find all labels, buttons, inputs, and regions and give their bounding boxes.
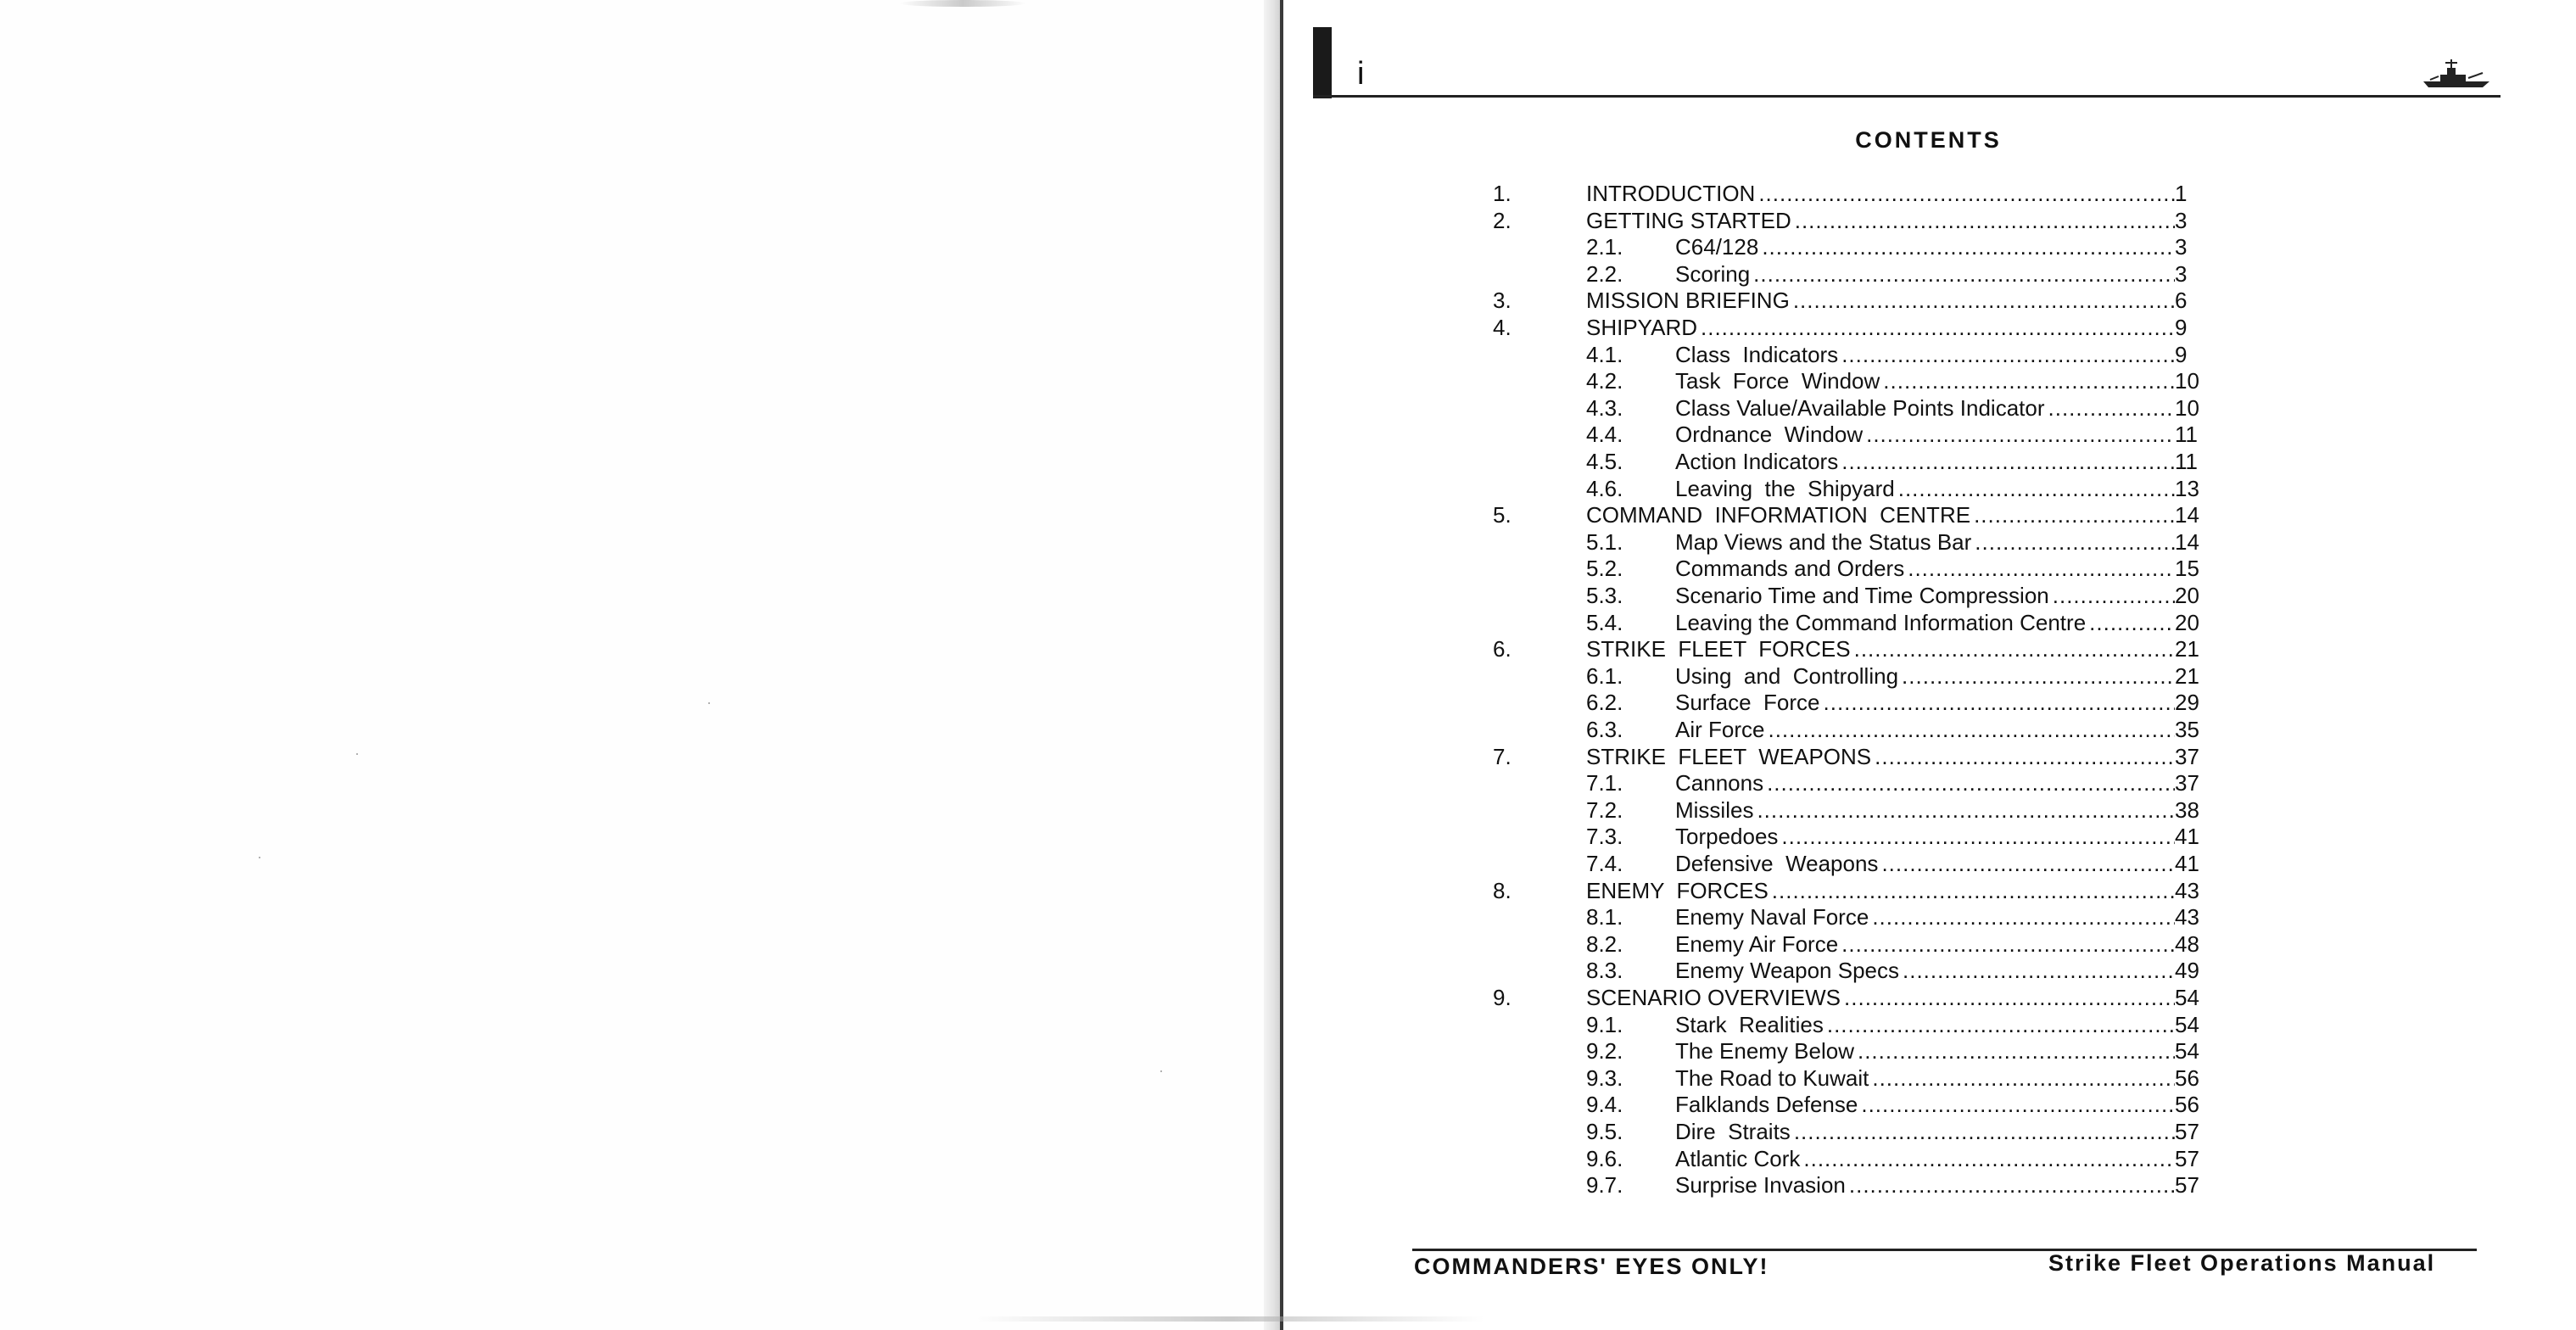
toc-title: Torpedoes (1675, 824, 1779, 850)
toc-leader-dots (1849, 1171, 2175, 1199)
toc-subentry-number: 4.1. (1586, 341, 1623, 367)
toc-leader-dots (1844, 984, 2175, 1011)
toc-subentry-number: 8.1. (1586, 904, 1623, 930)
toc-title: SCENARIO OVERVIEWS (1586, 985, 1841, 1010)
toc-title-line (1675, 957, 2175, 984)
toc-subentry (1493, 850, 2205, 877)
toc-page-number: 57 (2175, 1145, 2199, 1171)
toc-page-number: 20 (2175, 583, 2199, 608)
toc-entry-number: 6. (1493, 636, 1512, 662)
toc-leader-dots (1875, 743, 2175, 770)
toc-subentry (1493, 957, 2205, 984)
toc-title-line (1675, 609, 2175, 636)
toc-leader-dots (1753, 260, 2175, 288)
toc-title-line (1675, 716, 2175, 743)
toc-page-number: 20 (2175, 609, 2199, 635)
toc-page-number: 14 (2175, 528, 2199, 555)
toc-entry (1493, 180, 2205, 207)
toc-page-number: 38 (2175, 796, 2199, 823)
toc-title: Scoring (1675, 260, 1751, 287)
toc-leader-dots (2089, 609, 2175, 636)
toc-leader-dots (1841, 930, 2175, 958)
toc-leader-dots (1902, 662, 2175, 690)
toc-page-number: 15 (2175, 556, 2199, 582)
toc-page-number: 3 (2175, 234, 2188, 260)
toc-title-line (1675, 1145, 2175, 1172)
toc-page-number: 43 (2175, 877, 2199, 903)
toc-subentry-number: 4.3. (1586, 394, 1623, 421)
toc-title: Action Indicators (1675, 449, 1839, 474)
toc-subentry (1493, 769, 2205, 796)
toc-subentry-number: 9.1. (1586, 1011, 1623, 1037)
toc-title-line (1675, 260, 2175, 288)
toc-title-line (1586, 314, 2175, 341)
toc-title-line (1586, 635, 2175, 662)
toc-title-line (1675, 903, 2175, 930)
toc-title: Cannons (1675, 770, 1764, 796)
toc-page-number: 9 (2175, 341, 2188, 367)
toc-subentry-number: 8.2. (1586, 930, 1623, 957)
toc-title-line (1675, 1171, 2175, 1199)
toc-title: Enemy Air Force (1675, 930, 1839, 957)
toc-subentry-number: 7.1. (1586, 770, 1623, 796)
toc-leader-dots (1701, 314, 2175, 341)
page-numeral: i (1357, 56, 1365, 92)
toc-title: Atlantic Cork (1675, 1145, 1801, 1171)
toc-entry (1493, 635, 2205, 662)
toc-subentry-number: 5.2. (1586, 556, 1623, 582)
toc-subentry-number: 8.3. (1586, 958, 1623, 984)
scan-smudge (975, 1316, 1484, 1322)
toc-title-line (1586, 984, 2175, 1011)
toc-page-number: 48 (2175, 930, 2199, 957)
toc-page-number: 21 (2175, 636, 2199, 662)
toc-subentry (1493, 1118, 2205, 1145)
toc-subentry-number: 4.4. (1586, 422, 1623, 448)
toc-page-number: 37 (2175, 743, 2199, 769)
toc-title: Task Force Window (1675, 368, 1880, 394)
toc-page-number: 11 (2175, 422, 2198, 448)
warship-icon (2422, 58, 2494, 92)
toc-page-number: 10 (2175, 394, 2199, 421)
toc-subentry-number: 9.2. (1586, 1038, 1623, 1065)
toc-title-line (1586, 501, 2175, 528)
toc-title: The Enemy Below (1675, 1038, 1854, 1065)
toc-page-number: 6 (2175, 288, 2188, 314)
toc-entry (1493, 877, 2205, 904)
toc-subentry (1493, 1145, 2205, 1172)
toc-page-number: 1 (2175, 181, 2188, 206)
toc-title-line (1586, 287, 2175, 314)
toc-title-line (1675, 930, 2175, 958)
toc-title: Class Indicators (1675, 341, 1839, 367)
toc-title: STRIKE FLEET WEAPONS (1586, 743, 1872, 769)
scan-speck (259, 857, 260, 858)
toc-page-number: 41 (2175, 824, 2199, 850)
page-title: CONTENTS (1855, 127, 2002, 153)
toc-subentry-number: 9.6. (1586, 1145, 1623, 1171)
toc-leader-dots (1827, 1011, 2175, 1038)
toc-leader-dots (1872, 1065, 2175, 1092)
toc-entry (1493, 984, 2205, 1011)
toc-entry (1493, 743, 2205, 770)
toc-title: Map Views and the Status Bar (1675, 528, 1972, 555)
toc-leader-dots (1854, 635, 2175, 662)
toc-title-line (1675, 555, 2175, 582)
toc-page-number: 37 (2175, 770, 2199, 796)
toc-subentry-number: 6.2. (1586, 690, 1623, 716)
toc-title: Scenario Time and Time Compression (1675, 583, 2049, 608)
footer-left-text: COMMANDERS' EYES ONLY! (1414, 1254, 1769, 1279)
toc-title-line (1675, 1091, 2175, 1118)
toc-subentry-number: 5.4. (1586, 609, 1623, 635)
toc-subentry-number: 7.2. (1586, 796, 1623, 823)
toc-page-number: 3 (2175, 260, 2188, 287)
toc-page-number: 41 (2175, 851, 2199, 876)
toc-title-line (1675, 421, 2175, 448)
toc-subentry (1493, 823, 2205, 850)
toc-leader-dots (1898, 475, 2175, 502)
toc-subentry-number: 9.4. (1586, 1092, 1623, 1118)
toc-subentry (1493, 394, 2205, 422)
toc-title-line (1675, 367, 2175, 394)
toc-subentry-number: 4.6. (1586, 475, 1623, 501)
toc-page-number: 10 (2175, 368, 2199, 394)
toc-leader-dots (1803, 1145, 2175, 1172)
toc-title-line (1675, 448, 2175, 475)
toc-page-number: 54 (2175, 985, 2199, 1010)
toc-page-number: 21 (2175, 662, 2199, 689)
toc-title: Falklands Defense (1675, 1092, 1858, 1118)
toc-leader-dots (1762, 233, 2175, 260)
toc-subentry (1493, 716, 2205, 743)
toc-title-line (1675, 662, 2175, 690)
toc-page-number: 11 (2175, 449, 2198, 474)
toc-leader-dots (1881, 850, 2175, 877)
toc-subentry (1493, 341, 2205, 368)
toc-title: Leaving the Command Information Centre (1675, 609, 2087, 635)
footer-right-text: Strike Fleet Operations Manual (2048, 1250, 2436, 1276)
toc-title-line (1586, 877, 2175, 904)
toc-subentry-number: 5.3. (1586, 583, 1623, 608)
toc-leader-dots (1781, 823, 2175, 850)
header-rule (1313, 95, 2501, 98)
toc-subentry-number: 5.1. (1586, 528, 1623, 555)
toc-title: Using and Controlling (1675, 662, 1899, 689)
toc-leader-dots (1772, 877, 2175, 904)
toc-subentry (1493, 448, 2205, 475)
toc-page-number: 54 (2175, 1038, 2199, 1065)
toc-leader-dots (1858, 1037, 2175, 1065)
toc-subentry (1493, 689, 2205, 716)
toc-title: INTRODUCTION (1586, 181, 1756, 206)
toc-title-line (1675, 582, 2175, 609)
toc-leader-dots (1908, 555, 2175, 582)
toc-title-line (1675, 796, 2175, 824)
toc-subentry (1493, 1011, 2205, 1038)
toc-entry (1493, 207, 2205, 234)
toc-title: ENEMY FORCES (1586, 877, 1769, 903)
toc-page-number: 54 (2175, 1011, 2199, 1037)
toc-title-line (1675, 689, 2175, 716)
toc-leader-dots (2053, 582, 2175, 609)
toc-subentry-number: 9.5. (1586, 1119, 1623, 1144)
toc-title: Missiles (1675, 796, 1754, 823)
toc-page-number: 56 (2175, 1092, 2199, 1118)
toc-leader-dots (1872, 903, 2175, 930)
toc-subentry-number: 7.4. (1586, 851, 1623, 876)
toc-leader-dots (1903, 957, 2175, 984)
toc-entry-number: 5. (1493, 502, 1512, 528)
toc-subentry (1493, 475, 2205, 502)
toc-title: The Road to Kuwait (1675, 1065, 1869, 1091)
toc-title: GETTING STARTED (1586, 207, 1791, 233)
book-spine-shadow (1264, 0, 1281, 1330)
toc-leader-dots (1758, 180, 2175, 207)
toc-title-line (1675, 1037, 2175, 1065)
toc-title: Surface Force (1675, 690, 1820, 716)
toc-title: Commands and Orders (1675, 556, 1905, 582)
toc-subentry (1493, 582, 2205, 609)
toc-title-line (1675, 769, 2175, 796)
toc-page-number: 35 (2175, 717, 2199, 742)
toc-title: Leaving the Shipyard (1675, 475, 1895, 501)
toc-leader-dots (1794, 1118, 2175, 1145)
toc-subentry-number: 9.3. (1586, 1065, 1623, 1091)
toc-title-line (1675, 341, 2175, 368)
toc-title-line (1675, 528, 2175, 556)
toc-page-number: 9 (2175, 315, 2188, 340)
toc-subentry (1493, 1037, 2205, 1065)
left-page (0, 0, 1279, 1330)
toc-page-number: 43 (2175, 904, 2199, 930)
toc-entry-number: 2. (1493, 207, 1512, 233)
toc-title: STRIKE FLEET FORCES (1586, 636, 1851, 662)
toc-subentry-number: 4.5. (1586, 449, 1623, 474)
toc-subentry-number: 9.7. (1586, 1172, 1623, 1199)
toc-subentry (1493, 233, 2205, 260)
toc-leader-dots (1793, 287, 2175, 314)
toc-entry (1493, 314, 2205, 341)
toc-entry-number: 4. (1493, 315, 1512, 340)
toc-subentry (1493, 796, 2205, 824)
toc-leader-dots (1795, 207, 2175, 234)
toc-title: Defensive Weapons (1675, 851, 1879, 876)
toc-title-line (1586, 207, 2175, 234)
toc-title: Enemy Weapon Specs (1675, 958, 1899, 984)
toc-title-line (1675, 1011, 2175, 1038)
toc-subentry (1493, 903, 2205, 930)
toc-title-line (1586, 743, 2175, 770)
toc-subentry (1493, 662, 2205, 690)
toc-title: MISSION BRIEFING (1586, 288, 1790, 314)
toc-leader-dots (1757, 796, 2175, 824)
toc-subentry (1493, 367, 2205, 394)
scan-smudge (899, 0, 1026, 7)
book-spine (1280, 0, 1283, 1330)
toc-leader-dots (1866, 421, 2175, 448)
toc-leader-dots (1841, 341, 2175, 368)
toc-title: SHIPYARD (1586, 315, 1697, 340)
toc-subentry (1493, 609, 2205, 636)
toc-title: Ordnance Window (1675, 422, 1864, 448)
toc-title-line (1675, 394, 2175, 422)
scan-speck (1160, 1070, 1162, 1072)
toc-title-line (1675, 1065, 2175, 1092)
toc-leader-dots (1883, 367, 2175, 394)
toc-leader-dots (2048, 394, 2176, 422)
toc-page-number: 13 (2175, 475, 2199, 501)
scan-speck (708, 702, 710, 704)
toc-title-line (1586, 180, 2175, 207)
toc-subentry-number: 4.2. (1586, 368, 1623, 394)
toc-page-number: 57 (2175, 1172, 2199, 1199)
toc-leader-dots (1824, 689, 2175, 716)
toc-title-line (1675, 850, 2175, 877)
toc-title: Dire Straits (1675, 1119, 1791, 1144)
toc-page-number: 49 (2175, 958, 2199, 984)
toc-leader-dots (1768, 716, 2175, 743)
toc-title: Class Value/Available Points Indicator (1675, 394, 2045, 421)
toc-subentry-number: 2.2. (1586, 260, 1623, 287)
toc-subentry (1493, 930, 2205, 958)
toc-title: Air Force (1675, 717, 1765, 742)
toc-page-number: 56 (2175, 1065, 2199, 1091)
toc-leader-dots (1974, 501, 2175, 528)
toc-title-line (1675, 1118, 2175, 1145)
toc-subentry (1493, 528, 2205, 556)
scan-speck (356, 753, 358, 755)
toc-title-line (1675, 475, 2175, 502)
toc-page-number: 29 (2175, 690, 2199, 716)
toc-leader-dots (1975, 528, 2175, 556)
toc-entry-number: 7. (1493, 743, 1512, 769)
toc-subentry-number: 7.3. (1586, 824, 1623, 850)
toc-entry-number: 3. (1493, 288, 1512, 314)
toc-title: C64/128 (1675, 234, 1759, 260)
toc-page-number: 14 (2175, 502, 2199, 528)
toc-entry-number: 9. (1493, 985, 1512, 1010)
toc-subentry-number: 2.1. (1586, 234, 1623, 260)
toc-page-number: 57 (2175, 1119, 2199, 1144)
toc-subentry (1493, 260, 2205, 288)
toc-subentry (1493, 421, 2205, 448)
toc-leader-dots (1861, 1091, 2175, 1118)
toc-entry (1493, 501, 2205, 528)
toc-leader-dots (1841, 448, 2175, 475)
toc-title: COMMAND INFORMATION CENTRE (1586, 502, 1971, 528)
toc-subentry (1493, 1065, 2205, 1092)
toc-subentry (1493, 1171, 2205, 1199)
header-tab-block (1313, 27, 1332, 98)
toc-leader-dots (1767, 769, 2175, 796)
toc-title: Surprise Invasion (1675, 1172, 1846, 1199)
toc-entry (1493, 287, 2205, 314)
toc-title-line (1675, 233, 2175, 260)
toc-subentry (1493, 1091, 2205, 1118)
toc-entry-number: 8. (1493, 877, 1512, 903)
toc-title-line (1675, 823, 2175, 850)
toc-page-number: 3 (2175, 207, 2188, 233)
toc-subentry-number: 6.3. (1586, 717, 1623, 742)
toc-subentry-number: 6.1. (1586, 662, 1623, 689)
toc-title: Enemy Naval Force (1675, 904, 1869, 930)
toc-title: Stark Realities (1675, 1011, 1824, 1037)
toc-entry-number: 1. (1493, 181, 1512, 206)
toc-subentry (1493, 555, 2205, 582)
